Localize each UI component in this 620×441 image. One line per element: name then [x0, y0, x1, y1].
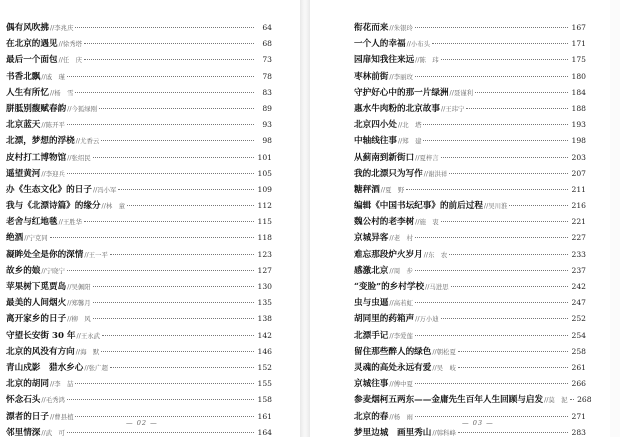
toc-entry-page-number: 193	[571, 120, 586, 130]
toc-entry-page-number: 109	[257, 184, 272, 194]
toc-entry-author: //李迎兵	[41, 169, 65, 178]
toc-leader-dots	[118, 189, 254, 190]
toc-entry-title: 参麦烟柯五两东——金庸先生百年人生回顾与启发	[354, 395, 544, 406]
toc-entry-author: //莫 泥	[544, 396, 568, 405]
toc-entry-page-number: 138	[257, 314, 272, 324]
toc-entry-author: //朱银玲	[389, 24, 413, 32]
toc-entry-author: //吴 岐	[432, 363, 456, 372]
toc-entry	[354, 182, 586, 198]
toc-entry	[354, 328, 586, 344]
toc-entry-author: //王胜华	[58, 218, 83, 227]
toc-entry-page-number: 227	[571, 233, 586, 243]
toc-list-right	[354, 20, 592, 441]
toc-entry-page-number: 221	[571, 217, 586, 227]
toc-leader-dots	[509, 205, 568, 206]
toc-leader-dots	[415, 270, 568, 271]
toc-entry-author: //高若虹	[389, 299, 413, 308]
toc-entry	[6, 279, 272, 295]
toc-entry-page-number: 198	[571, 136, 586, 146]
toc-entry-author: //尤香云	[75, 137, 100, 146]
toc-entry-page-number: 184	[571, 87, 586, 97]
toc-entry	[354, 230, 586, 246]
toc-leader-dots	[466, 108, 568, 109]
toc-entry-author: //吴佩阳	[67, 283, 91, 291]
toc-leader-dots	[84, 43, 254, 44]
toc-leader-dots	[441, 59, 568, 60]
toc-entry-author: //东 农	[423, 250, 448, 259]
toc-entry-page-number: 105	[257, 168, 272, 178]
toc-entry-author: //柳 风	[67, 315, 91, 324]
toc-entry-title: 北京的胡同	[6, 379, 49, 390]
toc-entry	[6, 230, 272, 246]
toc-leader-dots	[75, 416, 254, 417]
toc-entry-page-number: 261	[571, 362, 586, 372]
toc-list-left	[6, 20, 272, 441]
toc-entry-author: //陈 玮	[415, 56, 439, 65]
book-gutter	[300, 0, 310, 437]
toc-entry-author: //施 衷	[415, 218, 439, 227]
toc-leader-dots	[415, 383, 568, 384]
toc-entry-title: 北京四小处	[354, 120, 397, 131]
toc-entry-author: //杨 雪	[49, 88, 74, 97]
toc-entry-title: 最后一个面包	[6, 55, 58, 66]
toc-leader-dots	[423, 140, 568, 141]
toc-entry-title: 苹果树下觅贾岛	[6, 282, 67, 292]
toc-entry	[6, 20, 272, 36]
toc-entry	[354, 263, 586, 279]
toc-entry-page-number: 266	[571, 379, 586, 389]
toc-entry-page-number: 135	[257, 298, 272, 308]
toc-entry-author: //宁晓宁	[41, 266, 65, 275]
toc-entry	[354, 133, 586, 149]
toc-entry	[6, 133, 272, 149]
toc-entry	[354, 85, 586, 101]
toc-leader-dots	[415, 76, 568, 77]
toc-entry	[6, 295, 272, 311]
right-page	[310, 0, 610, 437]
toc-entry-author: //海 默	[75, 347, 100, 356]
toc-entry-title: 离开家乡的日子	[6, 314, 67, 325]
toc-entry	[6, 311, 272, 327]
toc-entry-author: //今狐绿刚	[67, 104, 98, 113]
toc-entry-author: //朝松夏	[432, 347, 456, 356]
toc-entry	[6, 117, 272, 133]
toc-entry-page-number: 233	[571, 249, 586, 259]
toc-entry-page-number: 83	[262, 87, 272, 97]
toc-entry-title: 一个人的幸福	[354, 39, 406, 50]
toc-leader-dots	[99, 108, 254, 109]
toc-leader-dots	[458, 351, 568, 352]
toc-entry-title: 皮村打工博物馆	[6, 152, 67, 163]
toc-leader-dots	[75, 92, 254, 93]
toc-entry-page-number: 180	[571, 71, 586, 81]
toc-entry	[6, 214, 272, 230]
toc-entry-page-number: 167	[571, 23, 586, 32]
toc-entry	[354, 150, 586, 166]
toc-entry-page-number: 161	[257, 411, 272, 421]
toc-leader-dots	[84, 59, 254, 60]
toc-leader-dots	[67, 399, 254, 400]
toc-entry-title: 北京的春	[354, 411, 389, 422]
toc-leader-dots	[441, 318, 568, 319]
toc-entry-title: 梦里边城 画里秀山	[354, 427, 432, 438]
toc-entry	[6, 376, 272, 392]
toc-entry-author: //谢洪祥	[423, 169, 448, 178]
toc-entry-author: //曹县植	[49, 412, 74, 421]
toc-entry	[6, 166, 272, 182]
toc-entry-page-number: 98	[262, 136, 272, 146]
toc-entry-page-number: 188	[571, 103, 586, 113]
toc-entry-author: //周 步	[389, 266, 413, 275]
toc-entry-author: //张广超	[84, 363, 108, 372]
toc-entry-title: 怀念石头	[6, 395, 41, 406]
toc-entry-author: //林 童	[101, 202, 126, 211]
toc-entry-title: 衔花而来	[354, 23, 389, 33]
toc-entry-page-number: 155	[257, 379, 272, 389]
toc-entry-title: 胼胝别馥赋春韵	[6, 103, 67, 114]
toc-entry	[6, 198, 272, 214]
toc-entry-title: 我的北漂只为写作	[354, 168, 423, 179]
toc-leader-dots	[67, 173, 254, 174]
toc-entry-title: 守望长安街 30 年	[6, 330, 76, 341]
toc-entry-author: //马进思	[425, 283, 449, 291]
toc-leader-dots	[458, 367, 568, 368]
toc-leader-dots	[102, 335, 254, 336]
toc-entry	[6, 101, 272, 117]
toc-entry-author: //小布头	[406, 40, 431, 49]
toc-leader-dots	[67, 432, 254, 433]
toc-entry-title: “变脸”的乡村学校	[354, 282, 425, 292]
toc-entry	[354, 20, 586, 36]
toc-entry	[354, 36, 586, 52]
toc-leader-dots	[93, 286, 254, 287]
toc-entry-title: 糖秤酒	[354, 184, 380, 195]
toc-entry-title: 青山戍影 猎水乡心	[6, 362, 84, 373]
toc-entry	[354, 279, 586, 295]
toc-entry	[354, 344, 586, 360]
toc-entry-page-number: 203	[571, 152, 586, 162]
toc-entry-author: //戚 瑾	[41, 72, 65, 81]
toc-entry	[354, 376, 586, 392]
toc-entry-title: 编辑《中国书坛纪事》的前后过程	[354, 201, 483, 212]
toc-entry	[6, 85, 272, 101]
toc-entry-title: 枣林前街	[354, 71, 389, 82]
toc-entry	[354, 247, 586, 263]
toc-entry-page-number: 112	[257, 201, 272, 211]
toc-entry-title: 老舍与红地毯	[6, 217, 58, 228]
toc-entry-page-number: 118	[257, 233, 272, 243]
toc-leader-dots	[415, 302, 568, 303]
toc-leader-dots	[432, 43, 568, 44]
toc-entry	[354, 52, 586, 68]
toc-entry	[354, 214, 586, 230]
toc-entry-title: 灵魂的高处永远有爱	[354, 362, 432, 373]
toc-entry	[354, 392, 592, 408]
toc-entry-author: //武 可	[41, 428, 65, 437]
toc-leader-dots	[84, 221, 254, 222]
toc-leader-dots	[67, 76, 254, 77]
toc-entry-author: //傅中夏	[389, 380, 413, 389]
toc-leader-dots	[415, 237, 568, 238]
toc-entry-title: 魏公村的老李树	[354, 217, 415, 228]
toc-entry-page-number: 283	[571, 427, 586, 437]
toc-entry-title: 从蓟南到新街口	[354, 152, 415, 163]
toc-leader-dots	[110, 254, 254, 255]
toc-leader-dots	[441, 157, 568, 158]
toc-entry	[6, 52, 272, 68]
toc-entry-page-number: 93	[262, 120, 272, 130]
toc-leader-dots	[475, 92, 568, 93]
toc-entry	[6, 392, 272, 408]
toc-entry	[6, 425, 272, 441]
toc-entry-title: 故乡的娘	[6, 265, 41, 276]
toc-entry-page-number: 171	[571, 39, 586, 49]
toc-entry-title: 漂者的日子	[6, 411, 49, 422]
toc-entry	[6, 36, 272, 52]
toc-entry-author: //夏 野	[380, 185, 405, 194]
toc-entry-page-number: 237	[571, 265, 586, 275]
toc-entry-page-number: 146	[257, 346, 272, 356]
toc-entry-page-number: 64	[262, 23, 272, 32]
toc-entry-title: 感激北京	[354, 265, 389, 276]
toc-entry-author: //李爱莲	[389, 331, 413, 340]
toc-leader-dots	[101, 140, 254, 141]
toc-entry-page-number: 142	[257, 330, 272, 340]
toc-entry-title: 遥望黄河	[6, 168, 41, 179]
toc-entry	[354, 69, 586, 85]
toc-entry	[6, 150, 272, 166]
toc-entry-page-number: 127	[257, 265, 272, 275]
toc-entry-author: //聂谨利	[449, 88, 474, 97]
toc-entry-page-number: 89	[262, 103, 272, 113]
toc-entry-author: //王玮宁	[440, 104, 465, 113]
toc-entry-author: //王一平	[84, 250, 108, 259]
toc-entry-title: 邻里情深	[6, 427, 41, 438]
toc-leader-dots	[67, 270, 254, 271]
toc-entry-title: 北京的风没有方向	[6, 346, 75, 357]
toc-entry-title: 在北京的遇见	[6, 39, 58, 50]
toc-entry-author: //郑馨月	[67, 299, 91, 308]
toc-entry-title: 中轴线往事	[354, 136, 397, 147]
toc-entry-title: 绝酒	[6, 233, 24, 244]
toc-leader-dots	[415, 335, 568, 336]
toc-entry-author: //万小迪	[415, 315, 439, 324]
toc-leader-dots	[75, 383, 254, 384]
toc-entry	[6, 182, 272, 198]
toc-entry-title: 凝眸处全是你的深情	[6, 249, 84, 260]
toc-entry-title: 北京蓝天	[6, 120, 41, 131]
toc-entry-author: //李兆庆	[49, 24, 74, 32]
toc-leader-dots	[449, 254, 568, 255]
toc-entry-author: //陈开平	[41, 121, 65, 130]
toc-entry-author: //老 村	[389, 234, 413, 243]
toc-leader-dots	[451, 286, 568, 287]
toc-entry-page-number: 78	[262, 71, 272, 81]
toc-leader-dots	[67, 124, 254, 125]
toc-entry-author: //张绍民	[67, 153, 91, 162]
toc-entry	[6, 263, 272, 279]
toc-entry	[354, 198, 586, 214]
toc-entry-page-number: 130	[257, 282, 272, 291]
toc-entry-author: //夏梓言	[415, 153, 439, 162]
toc-leader-dots	[415, 27, 568, 28]
toc-entry-title: 人生有所忆	[6, 87, 49, 98]
toc-entry-page-number: 268	[577, 395, 592, 405]
toc-entry	[354, 101, 586, 117]
toc-leader-dots	[570, 399, 574, 400]
toc-entry-author: //吴川淮	[483, 202, 508, 211]
toc-entry-title: 北漂，梦想的浮桡	[6, 136, 75, 147]
toc-entry-title: 守护好心中的那一片绿洲	[354, 87, 449, 98]
toc-entry-page-number: 252	[571, 314, 586, 324]
toc-entry-title: 胡同里的药箱声	[354, 314, 415, 325]
toc-entry-title: 园扉知我往来远	[354, 55, 415, 66]
toc-leader-dots	[127, 205, 254, 206]
toc-leader-dots	[441, 221, 568, 222]
toc-leader-dots	[110, 367, 254, 368]
toc-entry-page-number: 211	[571, 184, 586, 194]
toc-entry-title: 最美的人间烟火	[6, 298, 67, 309]
toc-entry-author: //北 塔	[397, 121, 422, 130]
toc-entry	[354, 311, 586, 327]
toc-entry-page-number: 247	[571, 298, 586, 308]
toc-entry-page-number: 73	[262, 55, 272, 65]
toc-leader-dots	[75, 27, 254, 28]
toc-entry-page-number: 123	[257, 249, 272, 259]
page-folio-right: — 03 —	[462, 419, 494, 427]
toc-entry-page-number: 271	[571, 411, 586, 421]
toc-entry	[354, 360, 586, 376]
toc-entry-page-number: 216	[571, 201, 586, 211]
toc-entry	[6, 69, 272, 85]
toc-entry-page-number: 68	[262, 39, 272, 49]
toc-leader-dots	[50, 237, 254, 238]
toc-leader-dots	[458, 432, 568, 433]
toc-leader-dots	[93, 157, 254, 158]
toc-entry-author: //李 喆	[49, 380, 74, 389]
toc-entry-page-number: 152	[257, 362, 272, 372]
toc-entry-title: 北漂手记	[354, 330, 389, 341]
toc-entry-title: 书香北飘	[6, 71, 41, 82]
toc-entry-page-number: 242	[571, 282, 586, 291]
toc-entry-page-number: 175	[571, 55, 586, 65]
toc-entry-title: 京城异客	[354, 233, 389, 244]
left-page	[0, 0, 300, 437]
toc-leader-dots	[415, 416, 568, 417]
toc-entry-title: 京城往事	[354, 379, 389, 390]
toc-leader-dots	[423, 124, 568, 125]
toc-leader-dots	[93, 302, 254, 303]
toc-entry-author: //冯小军	[92, 185, 117, 194]
toc-entry	[354, 117, 586, 133]
toc-entry-author: //毛秀鸿	[41, 396, 65, 405]
toc-entry-page-number: 101	[257, 152, 272, 162]
toc-entry-author: //郑 建	[397, 137, 422, 146]
toc-entry-title: 虫与虫逼	[354, 298, 389, 309]
toc-entry	[354, 425, 586, 441]
toc-entry-author: //徐秀塔	[58, 40, 83, 49]
toc-entry-author: //韩科峰	[432, 428, 456, 437]
page-folio-left: — 02 —	[126, 419, 158, 427]
toc-entry-title: 留住那些醉人的绿色	[354, 346, 432, 357]
toc-leader-dots	[406, 189, 568, 190]
toc-entry	[354, 295, 586, 311]
toc-leader-dots	[93, 318, 254, 319]
toc-leader-dots	[101, 351, 254, 352]
toc-entry	[6, 328, 272, 344]
toc-entry-title: 我与《北漂诗篇》的缘分	[6, 201, 101, 212]
toc-entry-page-number: 207	[571, 168, 586, 178]
toc-entry	[6, 344, 272, 360]
toc-entry	[6, 360, 272, 376]
toc-entry-author: //杨 雨	[389, 412, 413, 421]
toc-entry-page-number: 254	[571, 330, 586, 340]
toc-leader-dots	[449, 173, 568, 174]
toc-entry-title: 偶有风吹拂	[6, 23, 49, 33]
toc-entry-page-number: 158	[257, 395, 272, 405]
toc-entry-author: //任 庆	[58, 56, 83, 65]
toc-entry-title: 难忘那段炉火岁月	[354, 249, 423, 260]
toc-entry-author: //王永武	[76, 331, 100, 340]
toc-entry	[6, 247, 272, 263]
toc-entry-page-number: 258	[571, 346, 586, 356]
toc-entry-author: //李丽玫	[389, 72, 413, 81]
toc-entry-page-number: 115	[257, 217, 272, 227]
toc-entry-author: //宁克同	[24, 234, 48, 243]
toc-entry-page-number: 164	[257, 427, 272, 437]
toc-entry-title: 惠水牛肉粉的北京故事	[354, 103, 440, 114]
toc-entry	[354, 166, 586, 182]
toc-entry-title: 办《生态文化》的日子	[6, 184, 92, 195]
